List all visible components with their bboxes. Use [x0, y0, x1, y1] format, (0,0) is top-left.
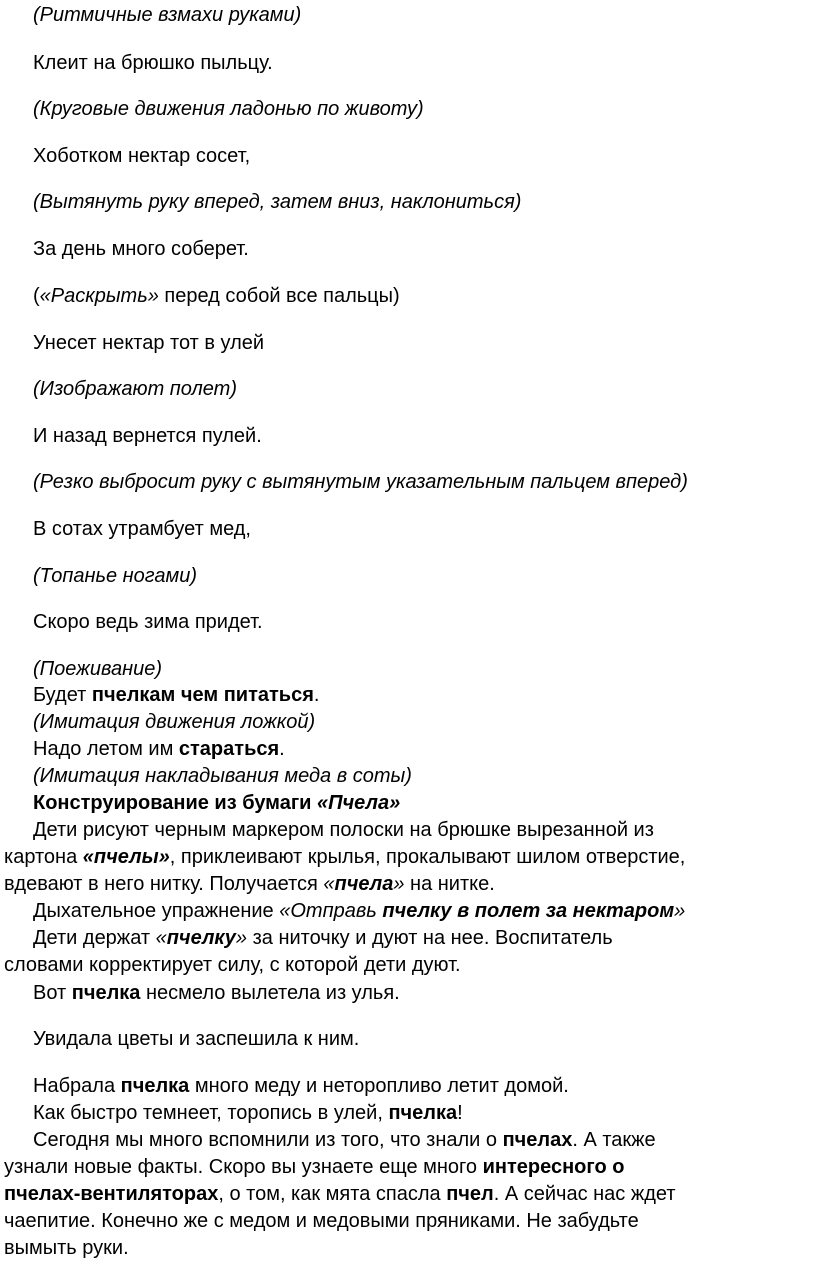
- story-line-4: Как быстро темнеет, торопись в улей, пчелка!: [33, 1102, 463, 1124]
- poem-line-8: Унесет нектар тот в улей: [33, 332, 265, 354]
- closing-paragraph-line-5: вымыть руки.: [4, 1237, 129, 1259]
- poem-line-19: (Имитация накладывания меда в соты): [33, 765, 412, 787]
- kids-paragraph-line-1: Дети держат «пчелку» за ниточку и дуют на нее. Воспитатель: [33, 927, 613, 949]
- poem-line-18: Надо летом им стараться.: [33, 738, 285, 760]
- breathing-exercise-title: Дыхательное упражнение «Отправь пчелку в полет за нектаром»: [33, 900, 686, 922]
- poem-line-14: Скоро ведь зима придет.: [33, 611, 263, 633]
- poem-line-7: («Раскрыть» перед собой все пальцы): [33, 285, 400, 307]
- construct-paragraph-line-2: картона «пчелы», приклеивают крылья, прокалывают шилом отверстие,: [4, 846, 686, 868]
- closing-paragraph-line-2: узнали новые факты. Скоро вы узнаете еще много интересного о: [4, 1156, 625, 1178]
- construct-paragraph-line-1: Дети рисуют черным маркером полоски на брюшке вырезанной из: [33, 819, 654, 841]
- poem-line-12: В сотах утрамбует мед,: [33, 518, 251, 540]
- poem-line-11: (Резко выбросит руку с вытянутым указательным пальцем вперед): [33, 471, 688, 493]
- poem-line-1: (Ритмичные взмахи руками): [33, 4, 302, 26]
- poem-line-6: За день много соберет.: [33, 238, 249, 260]
- closing-paragraph-line-1: Сегодня мы много вспомнили из того, что знали о пчелах. А также: [33, 1129, 656, 1151]
- closing-paragraph-line-4: чаепитие. Конечно же с медом и медовыми пряниками. Не забудьте: [4, 1210, 639, 1232]
- poem-line-16: Будет пчелкам чем питаться.: [33, 684, 320, 706]
- poem-line-2: Клеит на брюшко пыльцу.: [33, 52, 273, 74]
- poem-line-4: Хоботком нектар сосет,: [33, 145, 251, 167]
- construct-paragraph-line-3: вдевают в него нитку. Получается «пчела» на нитке.: [4, 873, 495, 895]
- story-line-3: Набрала пчелка много меду и неторопливо летит домой.: [33, 1075, 569, 1097]
- story-line-1: Вот пчелка несмело вылетела из улья.: [33, 982, 400, 1004]
- poem-line-15: (Поеживание): [33, 658, 163, 680]
- poem-line-5: (Вытянуть руку вперед, затем вниз, наклониться): [33, 191, 522, 213]
- story-line-2: Увидала цветы и заспешила к ним.: [33, 1028, 360, 1050]
- kids-paragraph-line-2: словами корректирует силу, с которой дети дуют.: [4, 954, 461, 976]
- poem-line-9: (Изображают полет): [33, 378, 237, 400]
- poem-line-10: И назад вернется пулей.: [33, 425, 262, 447]
- poem-line-17: (Имитация движения ложкой): [33, 711, 316, 733]
- closing-paragraph-line-3: пчелах-вентиляторах, о том, как мята спасла пчел. А сейчас нас ждет: [4, 1183, 676, 1205]
- poem-line-3: (Круговые движения ладонью по животу): [33, 98, 424, 120]
- section-title: Конструирование из бумаги «Пчела»: [33, 792, 401, 814]
- poem-line-13: (Топанье ногами): [33, 565, 198, 587]
